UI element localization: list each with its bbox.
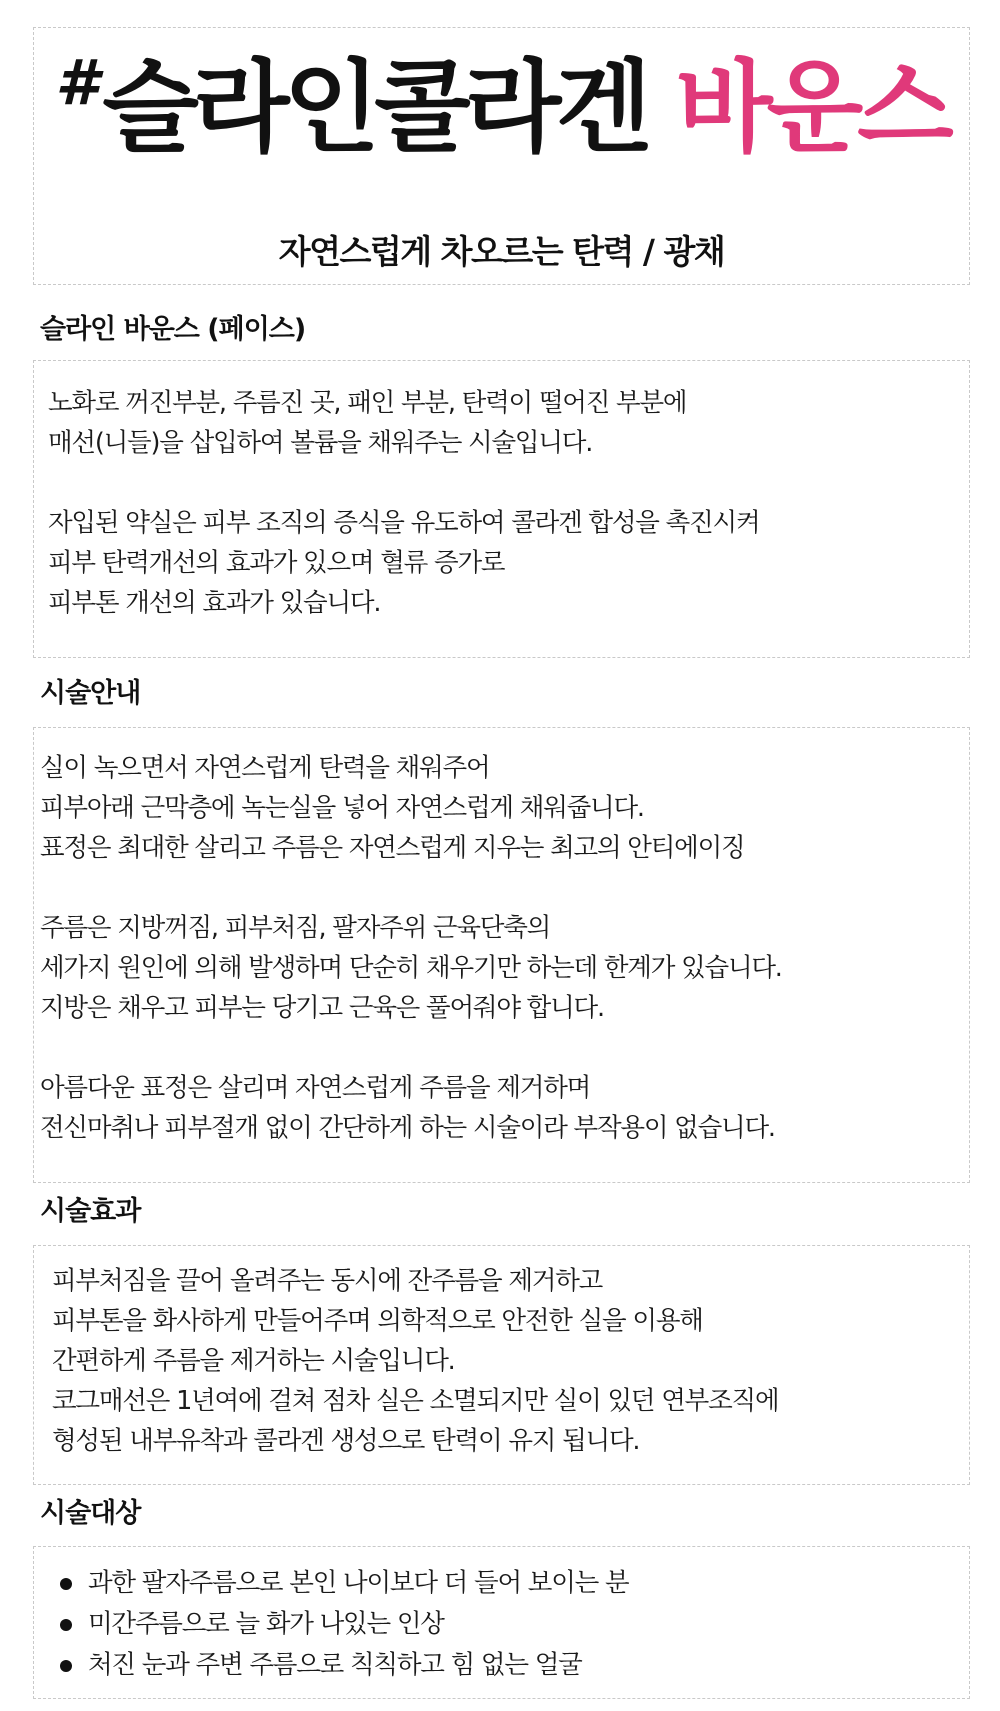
list-item (46, 1645, 961, 1686)
section-box-face (33, 360, 970, 658)
text-line: 코그매선은 1년여에 걸쳐 점차 실은 소멸되지만 실이 있던 연부조직에 (52, 1386, 779, 1416)
section-box-effect (33, 1245, 970, 1485)
section-text-effect (52, 1261, 961, 1461)
text-line: 피부톤을 화사하게 만들어주며 의학적으로 안전한 실을 이용해 (52, 1306, 703, 1336)
bullet-dot-icon (60, 1660, 72, 1672)
text-line: 피부아래 근막층에 녹는실을 넣어 자연스럽게 채워줍니다. (40, 793, 644, 823)
section-list-target (46, 1563, 961, 1686)
text-line: 노화로 꺼진부분, 주름진 곳, 패인 부분, 탄력이 떨어진 부분에 (48, 388, 687, 418)
section-box-guide (33, 727, 970, 1183)
section-title-guide: 시술안내 (40, 678, 141, 709)
hashtag-symbol: # (55, 46, 99, 119)
text-line: 피부처짐을 끌어 올려주는 동시에 잔주름을 제거하고 (52, 1266, 603, 1296)
section-box-target (33, 1546, 970, 1699)
text-line: 표정은 최대한 살리고 주름은 자연스럽게 지우는 최고의 안티에이징 (40, 833, 745, 863)
text-line: 실이 녹으면서 자연스럽게 탄력을 채워주어 (40, 753, 490, 783)
list-item-text: 과한 팔자주름으로 본인 나이보다 더 들어 보이는 분 (88, 1568, 629, 1598)
text-line: 피부톤 개선의 효과가 있습니다. (48, 588, 381, 618)
section-title-effect: 시술효과 (40, 1196, 141, 1227)
section-text-face (48, 383, 961, 623)
section-title-target: 시술대상 (40, 1498, 141, 1529)
text-line: 지방은 채우고 피부는 당기고 근육은 풀어줘야 합니다. (40, 993, 604, 1023)
text-line: 전신마취나 피부절개 없이 간단하게 하는 시술이라 부작용이 없습니다. (40, 1113, 775, 1143)
page-subtitle: 자연스럽게 차오르는 탄력 / 광채 (278, 232, 725, 271)
list-item-text: 미간주름으로 늘 화가 나있는 인상 (88, 1609, 444, 1639)
bullet-dot-icon (60, 1578, 72, 1590)
list-item (46, 1604, 961, 1645)
text-line: 형성된 내부유착과 콜라겐 생성으로 탄력이 유지 됩니다. (52, 1426, 640, 1456)
text-line: 세가지 원인에 의해 발생하며 단순히 채우기만 하는데 한계가 있습니다. (40, 953, 782, 983)
text-line: 매선(니들)을 삽입하여 볼륨을 채워주는 시술입니다. (48, 428, 593, 458)
section-text-guide (40, 748, 961, 1148)
text-line: 아름다운 표정은 살리며 자연스럽게 주름을 제거하며 (40, 1073, 591, 1103)
text-line: 간편하게 주름을 제거하는 시술입니다. (52, 1346, 455, 1376)
text-line: 주름은 지방꺼짐, 피부처짐, 팔자주위 근육단축의 (40, 913, 551, 943)
text-line: 자입된 약실은 피부 조직의 증식을 유도하여 콜라겐 합성을 촉진시켜 (48, 508, 760, 538)
page-title (34, 46, 969, 166)
header-panel (33, 27, 970, 285)
title-product-name: 슬라인콜라겐 (102, 49, 646, 166)
list-item (46, 1563, 961, 1604)
bullet-dot-icon (60, 1619, 72, 1631)
section-title-face: 슬라인 바운스 (페이스) (40, 314, 306, 345)
title-accent-word: 바운스 (675, 49, 948, 166)
text-line: 피부 탄력개선의 효과가 있으며 혈류 증가로 (48, 548, 505, 578)
list-item-text: 처진 눈과 주변 주름으로 칙칙하고 힘 없는 얼굴 (88, 1650, 582, 1680)
